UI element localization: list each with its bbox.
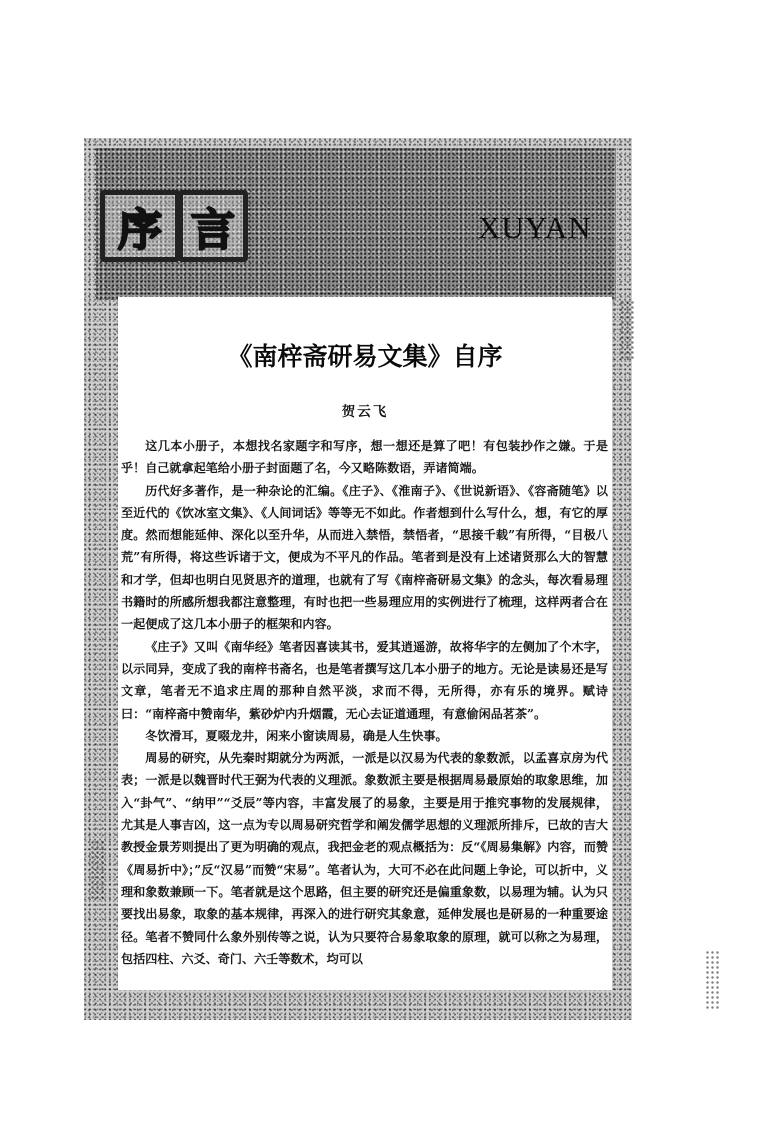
scan-noise-left bbox=[90, 840, 106, 900]
article-author: 贺云飞 bbox=[341, 404, 389, 420]
paragraph: 历代好多著作，是一种杂论的汇编。《庄子》、《淮南子》、《世说新语》、《容斋随笔》以至近代的《饮冰室文集》、《人间词话》等等无不如此。作者想到什么写什么，想，有它的厚度。然而想能延伸、深化以至升华，从而进入禁悟，禁悟者，“思接千载”有所得，“目极八荒”有所得，将这些诉诸于文，便成为不平凡的作品。笔者到是没有上述诸贤那么大的智慧和才学，但却也明白见贤思齐的道理，也就有了写《南梓斋研易文集》的念头，每次看易理书籍时的所感所想我都注意整理，有时也把一些易理应用的实例进行了梳理，这样两者合在一起便成了这几本小册子的框架和内容。 bbox=[121, 483, 608, 632]
paragraph: 这几本小册子，本想找名家题字和写序，想一想还是算了吧！有包装抄作之嫌。于是乎！自己就拿起笔给小册子封面题了名，今又略陈数语，弄诸简端。 bbox=[121, 439, 608, 476]
article-title: 《南梓斋研易文集》自序 bbox=[227, 342, 503, 371]
article-panel bbox=[118, 297, 612, 990]
paragraph: 《庄子》又叫《南华经》笔者因喜读其书，爱其逍遥游，故将华字的左侧加了个木字，以示同异，变成了我的南梓书斋名，也是笔者撰写这几本小册子的地方。无论是读易还是写文章，笔者无不追求庄周的那种自然平淡，求而不得，无所得，亦有乐的境界。赋诗曰：“南梓斋中赞南华，紫砂炉内升烟霞，无心去证道通理，有意偷闲品茗茶”。 bbox=[121, 639, 608, 721]
heading-char-xu: 序 bbox=[100, 190, 180, 262]
paragraph: 冬饮滑耳，夏啜龙井，闲来小窗读周易，确是人生快事。 bbox=[145, 728, 448, 743]
scan-noise-bottom-right bbox=[705, 950, 721, 1010]
latin-heading: XUYAN bbox=[478, 210, 592, 245]
paragraph: 周易的研究，从先秦时期就分为两派，一派是以汉易为代表的象数派，以孟喜京房为代表；一派是以魏晋时代王弼为代表的义理派。象数派主要是根据周易最原始的取象思维，加入“卦气”、“纳甲”“爻辰”等内容，丰富发展了的易象，主要是用于推究事物的发展规律，尤其是人事吉凶，这一点为专以周易研究哲学和阐发儒学思想的义理派所排斥，已故的吉大教授金景芳则提出了更为明确的观点，我把金老的观点概括为：反“《周易集解》内容，而赞《周易折中》；”反“汉易”而赞“宋易”。笔者认为，大可不必在此问题上争论，可以折中，义理和象数兼顾一下。笔者就是这个思路，但主要的研究还是偏重象数，以易理为辅。认为只要找出易象，取象的基本规律，再深入的进行研究其象意，延伸发展也是研易的一种重要途径。笔者不赞同什么象外别传等之说，认为只要符合易象取象的原理，就可以称之为易理，包括四柱、六爻、奇门、六壬等数术，均可以 bbox=[121, 751, 608, 966]
article-body bbox=[121, 435, 608, 970]
scan-noise-right bbox=[620, 300, 636, 360]
heading-char-yan: 言 bbox=[178, 190, 248, 262]
